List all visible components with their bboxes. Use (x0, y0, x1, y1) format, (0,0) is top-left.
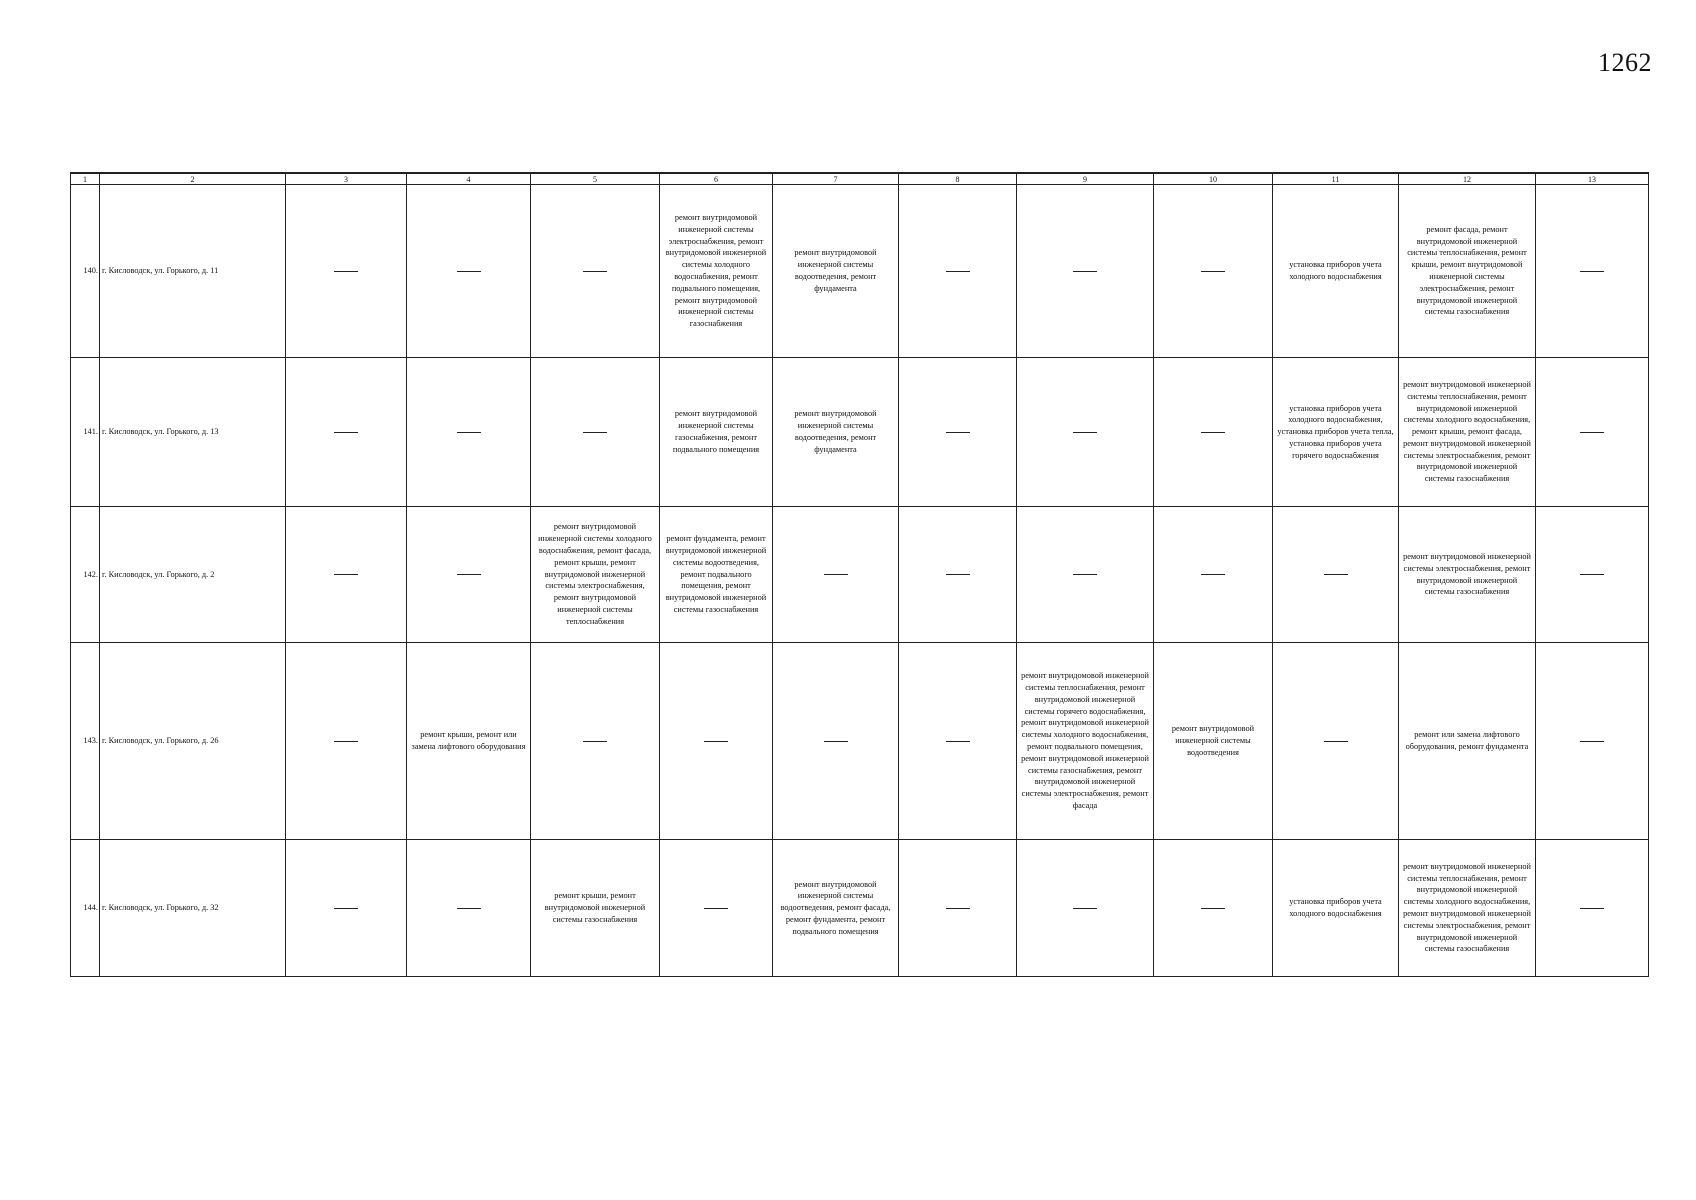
table-row (71, 643, 1649, 840)
empty-dash (334, 741, 358, 742)
cell-col-11 (1273, 643, 1399, 840)
empty-dash (704, 908, 728, 909)
cell-col-8 (899, 840, 1017, 977)
cell-col-9 (1017, 185, 1154, 358)
empty-dash (1201, 908, 1225, 909)
cell-col-13 (1536, 185, 1649, 358)
cell-col-11 (1273, 507, 1399, 643)
cell-col-9 (1017, 358, 1154, 507)
cell-col-7: ремонт внутридомовой инженерной системы водоотведения, ремонт фасада, ремонт фундамента, ремонт подвального помещения (773, 840, 899, 977)
empty-dash (946, 271, 970, 272)
empty-dash (583, 271, 607, 272)
row-number: 143. (71, 643, 100, 840)
cell-col-3 (286, 507, 407, 643)
empty-dash (334, 574, 358, 575)
cell-col-7: ремонт внутридомовой инженерной системы водоотведения, ремонт фундамента (773, 358, 899, 507)
cell-col-9 (1017, 507, 1154, 643)
column-header: 8 (899, 173, 1017, 185)
empty-dash (334, 908, 358, 909)
empty-dash (946, 908, 970, 909)
cell-col-8 (899, 185, 1017, 358)
cell-col-12: ремонт внутридомовой инженерной системы теплоснабжения, ремонт внутридомовой инженерной системы холодного водоснабжения, ремонт внутридомовой инженерной системы электроснабжения, ремонт внутридомовой инженерной системы газоснабжения (1399, 840, 1536, 977)
empty-dash (824, 574, 848, 575)
row-number: 140. (71, 185, 100, 358)
empty-dash (1073, 271, 1097, 272)
empty-dash (1580, 432, 1604, 433)
empty-dash (1580, 741, 1604, 742)
empty-dash (1201, 574, 1225, 575)
empty-dash (457, 908, 481, 909)
cell-col-7: ремонт внутридомовой инженерной системы водоотведения, ремонт фундамента (773, 185, 899, 358)
cell-col-13 (1536, 507, 1649, 643)
table-row (71, 840, 1649, 977)
empty-dash (1580, 574, 1604, 575)
column-header: 2 (100, 173, 286, 185)
empty-dash (457, 574, 481, 575)
cell-col-4 (407, 840, 531, 977)
cell-col-5 (531, 358, 660, 507)
table-row (71, 185, 1649, 358)
column-header: 13 (1536, 173, 1649, 185)
table-row (71, 507, 1649, 643)
cell-col-3 (286, 840, 407, 977)
cell-col-5: ремонт внутридомовой инженерной системы холодного водоснабжения, ремонт фасада, ремонт крыши, ремонт внутридомовой инженерной системы электроснабжения, ремонт внутридомовой инженерной системы теплоснабжения (531, 507, 660, 643)
empty-dash (583, 741, 607, 742)
table-body (71, 185, 1649, 977)
column-header: 9 (1017, 173, 1154, 185)
cell-col-9 (1017, 840, 1154, 977)
repair-schedule-table (70, 172, 1649, 977)
cell-col-4 (407, 507, 531, 643)
cell-col-12: ремонт внутридомовой инженерной системы электроснабжения, ремонт внутридомовой инженерной системы газоснабжения (1399, 507, 1536, 643)
column-number-row (71, 173, 1649, 185)
cell-col-9: ремонт внутридомовой инженерной системы теплоснабжения, ремонт внутридомовой инженерной системы горячего водоснабжения, ремонт внутридомовой инженерной системы холодного водоснабжения, ремонт подвального помещения, ремонт внутридомовой инженерной системы газоснабжения, ремонт внутридомовой инженерной системы электроснабжения, ремонт фасада (1017, 643, 1154, 840)
cell-col-10 (1154, 840, 1273, 977)
cell-col-6: ремонт внутридомовой инженерной системы электроснабжения, ремонт внутридомовой инженерной системы холодного водоснабжения, ремонт подвального помещения, ремонт внутридомовой инженерной системы газоснабжения (660, 185, 773, 358)
empty-dash (824, 741, 848, 742)
empty-dash (1201, 271, 1225, 272)
cell-col-8 (899, 643, 1017, 840)
cell-col-12: ремонт или замена лифтового оборудования, ремонт фундамента (1399, 643, 1536, 840)
cell-col-13 (1536, 358, 1649, 507)
empty-dash (946, 432, 970, 433)
column-header: 12 (1399, 173, 1536, 185)
cell-col-7 (773, 643, 899, 840)
empty-dash (334, 432, 358, 433)
cell-col-5 (531, 185, 660, 358)
cell-col-11: установка приборов учета холодного водоснабжения (1273, 185, 1399, 358)
cell-col-4 (407, 185, 531, 358)
cell-col-10 (1154, 358, 1273, 507)
cell-col-3 (286, 185, 407, 358)
address-cell: г. Кисловодск, ул. Горького, д. 26 (100, 643, 286, 840)
empty-dash (1580, 271, 1604, 272)
page-number: 1262 (1598, 48, 1652, 77)
empty-dash (946, 574, 970, 575)
address-cell: г. Кисловодск, ул. Горького, д. 32 (100, 840, 286, 977)
cell-col-11: установка приборов учета холодного водоснабжения, установка приборов учета тепла, установка приборов учета горячего водоснабжения (1273, 358, 1399, 507)
empty-dash (1073, 574, 1097, 575)
empty-dash (583, 432, 607, 433)
row-number: 141. (71, 358, 100, 507)
table-header (71, 173, 1649, 185)
address-cell: г. Кисловодск, ул. Горького, д. 13 (100, 358, 286, 507)
empty-dash (334, 271, 358, 272)
cell-col-5: ремонт крыши, ремонт внутридомовой инженерной системы газоснабжения (531, 840, 660, 977)
cell-col-3 (286, 643, 407, 840)
cell-col-4 (407, 358, 531, 507)
address-cell: г. Кисловодск, ул. Горького, д. 2 (100, 507, 286, 643)
table-row (71, 358, 1649, 507)
cell-col-5 (531, 643, 660, 840)
cell-col-8 (899, 358, 1017, 507)
column-header: 11 (1273, 173, 1399, 185)
cell-col-12: ремонт внутридомовой инженерной системы теплоснабжения, ремонт внутридомовой инженерной системы холодного водоснабжения, ремонт крыши, ремонт фасада, ремонт внутридомовой инженерной системы электроснабжения, ремонт внутридомовой инженерной системы газоснабжения (1399, 358, 1536, 507)
empty-dash (1201, 432, 1225, 433)
cell-col-6 (660, 643, 773, 840)
cell-col-8 (899, 507, 1017, 643)
cell-col-3 (286, 358, 407, 507)
cell-col-13 (1536, 643, 1649, 840)
cell-col-7 (773, 507, 899, 643)
cell-col-4: ремонт крыши, ремонт или замена лифтового оборудования (407, 643, 531, 840)
cell-col-6: ремонт внутридомовой инженерной системы газоснабжения, ремонт подвального помещения (660, 358, 773, 507)
address-cell: г. Кисловодск, ул. Горького, д. 11 (100, 185, 286, 358)
cell-col-6: ремонт фундамента, ремонт внутридомовой инженерной системы водоотведения, ремонт подвального помещения, ремонт внутридомовой инженерной системы газоснабжения (660, 507, 773, 643)
row-number: 142. (71, 507, 100, 643)
cell-col-10 (1154, 507, 1273, 643)
empty-dash (457, 271, 481, 272)
empty-dash (946, 741, 970, 742)
empty-dash (1324, 741, 1348, 742)
column-header: 5 (531, 173, 660, 185)
empty-dash (1580, 908, 1604, 909)
column-header: 10 (1154, 173, 1273, 185)
empty-dash (1324, 574, 1348, 575)
empty-dash (1073, 908, 1097, 909)
empty-dash (1073, 432, 1097, 433)
cell-col-6 (660, 840, 773, 977)
empty-dash (704, 741, 728, 742)
row-number: 144. (71, 840, 100, 977)
cell-col-10 (1154, 185, 1273, 358)
column-header: 4 (407, 173, 531, 185)
cell-col-13 (1536, 840, 1649, 977)
column-header: 7 (773, 173, 899, 185)
cell-col-11: установка приборов учета холодного водоснабжения (1273, 840, 1399, 977)
column-header: 6 (660, 173, 773, 185)
column-header: 3 (286, 173, 407, 185)
column-header: 1 (71, 173, 100, 185)
cell-col-10: ремонт внутридомовой инженерной системы водоотведения (1154, 643, 1273, 840)
empty-dash (457, 432, 481, 433)
cell-col-12: ремонт фасада, ремонт внутридомовой инженерной системы теплоснабжения, ремонт крыши, ремонт внутридомовой инженерной системы электроснабжения, ремонт внутридомовой инженерной системы газоснабжения (1399, 185, 1536, 358)
